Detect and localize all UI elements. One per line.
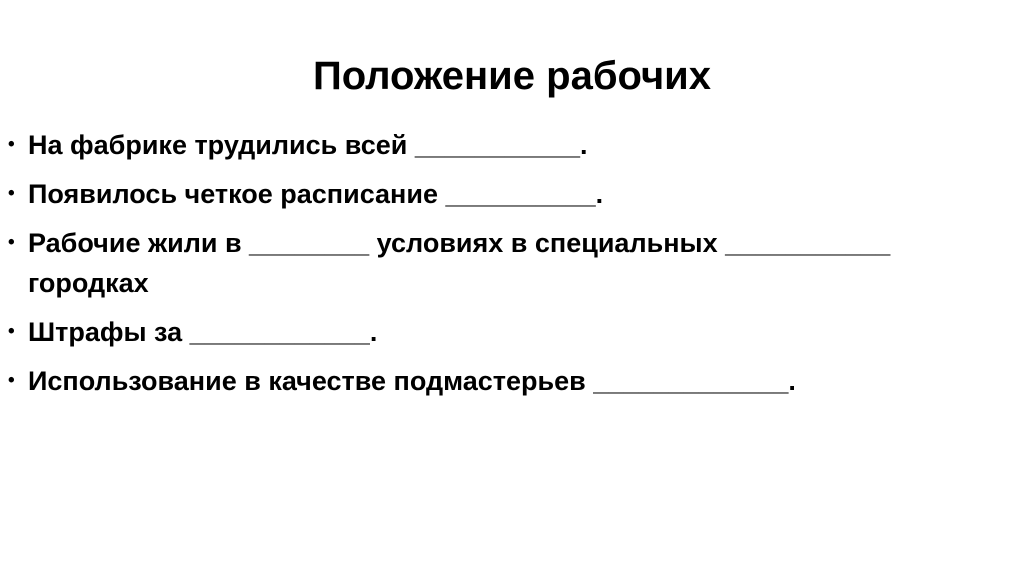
bullet-text: На фабрике трудились всей ___________. <box>28 129 588 160</box>
bullet-icon: • <box>8 133 15 155</box>
slide-title: Положение рабочих <box>312 54 712 98</box>
list-item <box>8 223 954 303</box>
bullet-text-line2: городках <box>28 267 149 298</box>
bullet-text: Использование в качестве подмастерьев _____________. <box>28 365 796 396</box>
bullet-icon: • <box>8 231 15 253</box>
bullet-text-line1: Рабочие жили в ________ условиях в специальных ___________ <box>28 227 891 258</box>
bullet-icon: • <box>8 369 15 391</box>
bullet-list <box>0 125 1024 401</box>
bullet-text: Штрафы за ____________. <box>28 316 378 347</box>
bullet-text: Появилось четкое расписание __________. <box>28 178 604 209</box>
list-item <box>8 361 954 401</box>
list-item <box>8 125 954 165</box>
bullet-icon: • <box>8 320 15 342</box>
bullet-icon: • <box>8 182 15 204</box>
list-item <box>8 312 954 352</box>
bullet-text <box>28 223 954 303</box>
list-item <box>8 174 954 214</box>
